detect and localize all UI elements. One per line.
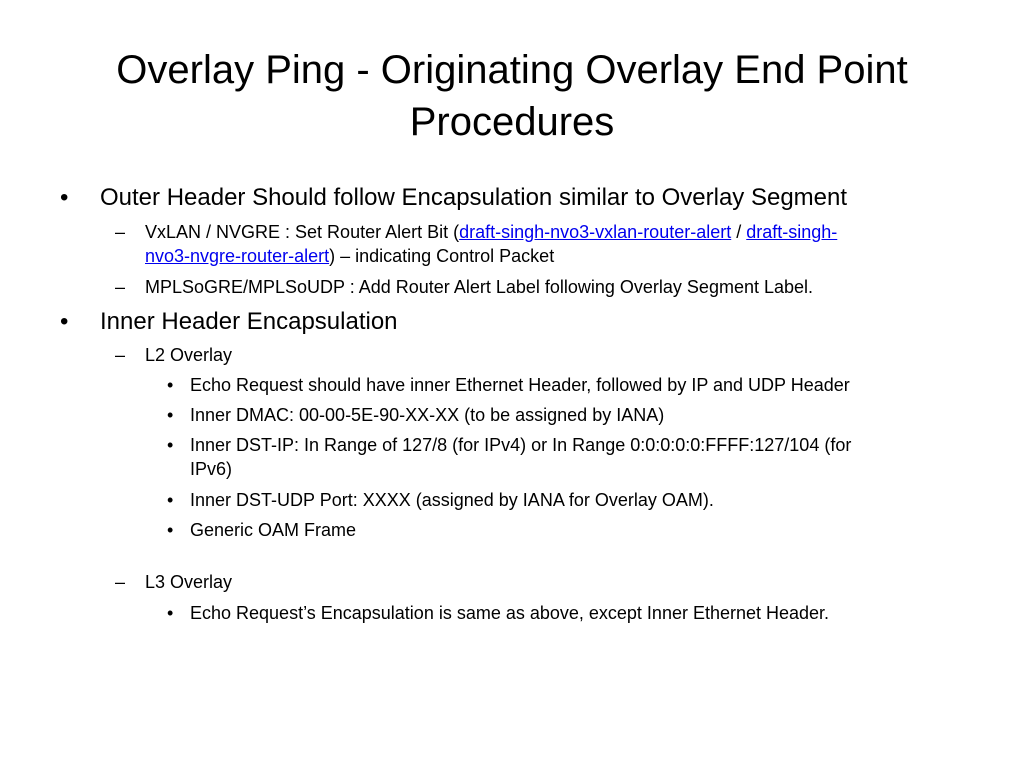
bullet-inner-header: Inner Header Encapsulation (100, 308, 398, 335)
bullet-l3-overlay: L3 Overlay (145, 572, 233, 592)
bullet-l2-echo-request: Echo Request should have inner Ethernet Header, followed by IP and UDP Header (190, 375, 850, 395)
bullet-l2-overlay: L2 Overlay (145, 345, 233, 365)
vxlan-text-prefix: VxLAN / NVGRE : Set Router Alert Bit ( (145, 222, 460, 242)
slide-title-line-2: Procedures (409, 100, 615, 144)
dash-marker: – (115, 572, 126, 592)
bullet-marker: • (167, 603, 174, 623)
bullet-outer-header: Outer Header Should follow Encapsulation similar to Overlay Segment (100, 184, 848, 211)
slide-title-line-1: Overlay Ping - Originating Overlay End Point (116, 48, 908, 92)
bullet-marker: • (167, 435, 174, 455)
vxlan-separator: / (731, 222, 747, 242)
bullet-vxlan-nvgre-continued (145, 245, 554, 267)
dash-marker: – (115, 277, 126, 297)
bullet-l2-inner-dst-ip-continued: IPv6) (190, 459, 233, 479)
bullet-l2-inner-dmac: Inner DMAC: 00-00-5E-90-XX-XX (to be assigned by IANA) (190, 405, 665, 425)
dash-marker: – (115, 222, 126, 242)
bullet-l2-inner-dst-udp: Inner DST-UDP Port: XXXX (assigned by IANA for Overlay OAM). (190, 490, 714, 510)
bullet-marker: • (60, 308, 69, 335)
bullet-l2-generic-oam: Generic OAM Frame (190, 520, 357, 540)
bullet-l3-echo-request: Echo Request’s Encapsulation is same as above, except Inner Ethernet Header. (190, 603, 830, 623)
bullet-l2-inner-dst-ip: Inner DST-IP: In Range of 127/8 (for IPv4) or In Range 0:0:0:0:0:FFFF:127/104 (for (190, 435, 852, 455)
bullet-mpls: MPLSoGRE/MPLSoUDP : Add Router Alert Label following Overlay Segment Label. (145, 277, 814, 297)
link-vxlan-router-alert[interactable]: draft-singh-nvo3-vxlan-router-alert (459, 222, 732, 242)
bullet-marker: • (167, 375, 174, 395)
link-nvgre-router-alert-part2[interactable]: nvo3-nvgre-router-alert (145, 246, 330, 266)
bullet-marker: • (167, 490, 174, 510)
bullet-vxlan-nvgre (145, 221, 837, 243)
link-nvgre-router-alert-part1[interactable]: draft-singh- (746, 222, 838, 242)
dash-marker: – (115, 345, 126, 365)
vxlan-text-suffix: ) – indicating Control Packet (329, 246, 555, 266)
bullet-marker: • (167, 405, 174, 425)
bullet-marker: • (167, 520, 174, 540)
bullet-marker: • (60, 184, 69, 211)
